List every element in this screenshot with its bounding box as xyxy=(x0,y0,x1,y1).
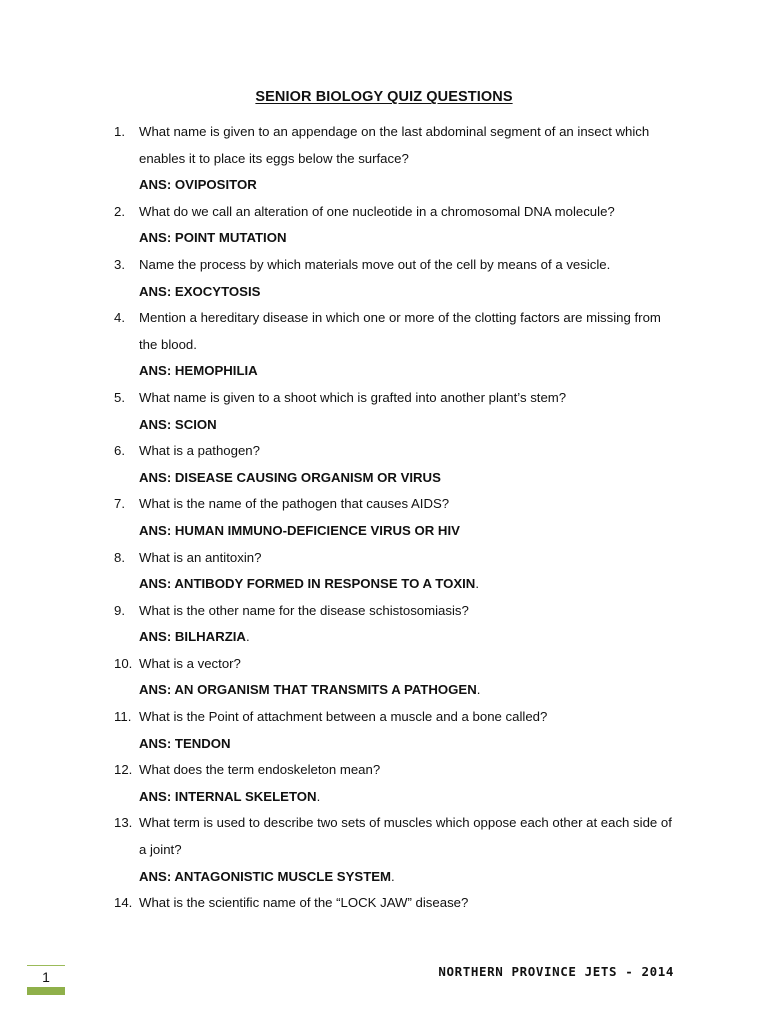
answer-text: ANS: ANTAGONISTIC MUSCLE SYSTEM. xyxy=(139,868,395,884)
question-item xyxy=(114,491,714,544)
answer-text: ANS: HEMOPHILIA xyxy=(139,363,258,379)
question-text: What is a pathogen? xyxy=(139,443,260,459)
footer-label: NORTHERN PROVINCE JETS - 2014 xyxy=(438,964,674,979)
question-text: What is an antitoxin? xyxy=(139,549,262,565)
question-item xyxy=(114,810,714,890)
question-number: 6. xyxy=(114,443,125,459)
answer-text: ANS: EXOCYTOSIS xyxy=(139,283,261,299)
question-text: What is a vector? xyxy=(139,655,241,671)
question-item xyxy=(114,385,714,438)
question-text: What does the term endoskeleton mean? xyxy=(139,762,381,778)
question-number: 7. xyxy=(114,496,125,512)
question-number: 13. xyxy=(114,815,133,831)
answer-text: ANS: ANTIBODY FORMED IN RESPONSE TO A TOXIN. xyxy=(139,576,479,592)
question-text: What is the name of the pathogen that causes AIDS? xyxy=(139,496,450,512)
question-item xyxy=(114,545,714,598)
question-item xyxy=(114,305,714,385)
answer-text: ANS: SCION xyxy=(139,416,217,432)
question-number: 12. xyxy=(114,762,133,778)
question-item xyxy=(114,651,714,704)
answer-text: ANS: BILHARZIA. xyxy=(139,629,250,645)
question-number: 1. xyxy=(114,124,125,139)
question-number: 4. xyxy=(114,310,125,326)
question-text: What is the other name for the disease schistosomiasis? xyxy=(139,602,469,618)
answer-text: ANS: DISEASE CAUSING ORGANISM OR VIRUS xyxy=(139,469,441,485)
question-text: What do we call an alteration of one nucleotide in a chromosomal DNA molecule? xyxy=(139,203,615,219)
question-text: What name is given to a shoot which is grafted into another plant’s stem? xyxy=(139,389,567,405)
question-text: What term is used to describe two sets of muscles which oppose each other at each side of a joint? xyxy=(139,815,672,858)
question-number: 5. xyxy=(114,389,125,405)
question-number: 3. xyxy=(114,256,125,272)
question-item xyxy=(114,757,714,810)
question-list xyxy=(114,119,714,917)
question-item xyxy=(114,704,714,757)
question-text: Mention a hereditary disease in which one or more of the clotting factors are missing from the blood. xyxy=(139,310,661,352)
answer-text: ANS: TENDON xyxy=(139,735,231,751)
page-number-accent-bar xyxy=(27,987,65,995)
question-item xyxy=(114,598,714,651)
question-text: Name the process by which materials move out of the cell by means of a vesicle. xyxy=(139,256,611,272)
question-number: 9. xyxy=(114,602,125,618)
question-item xyxy=(114,119,714,199)
question-number: 2. xyxy=(114,203,125,219)
answer-text: ANS: HUMAN IMMUNO-DEFICIENCE VIRUS OR HIV xyxy=(139,522,460,538)
page-number-box xyxy=(27,965,65,995)
question-number: 8. xyxy=(114,549,125,565)
question-item xyxy=(114,890,714,917)
answer-text: ANS: OVIPOSITOR xyxy=(139,177,257,193)
answer-text: ANS: POINT MUTATION xyxy=(139,230,287,246)
answer-text: ANS: INTERNAL SKELETON. xyxy=(139,788,321,804)
answer-text: ANS: AN ORGANISM THAT TRANSMITS A PATHOGEN. xyxy=(139,682,481,698)
page-number: 1 xyxy=(42,969,50,985)
question-item xyxy=(114,252,714,305)
question-item xyxy=(114,438,714,491)
page-title: SENIOR BIOLOGY QUIZ QUESTIONS xyxy=(255,89,513,105)
question-number: 11. xyxy=(114,709,132,725)
question-text: What is the Point of attachment between a muscle and a bone called? xyxy=(139,709,548,725)
question-item xyxy=(114,199,714,252)
question-number: 10. xyxy=(114,655,133,671)
question-text: What name is given to an appendage on the last abdominal segment of an insect which enables it to place its eggs below the surface? xyxy=(139,124,650,166)
question-text: What is the scientific name of the “LOCK JAW” disease? xyxy=(139,895,469,911)
question-number: 14. xyxy=(114,895,133,911)
